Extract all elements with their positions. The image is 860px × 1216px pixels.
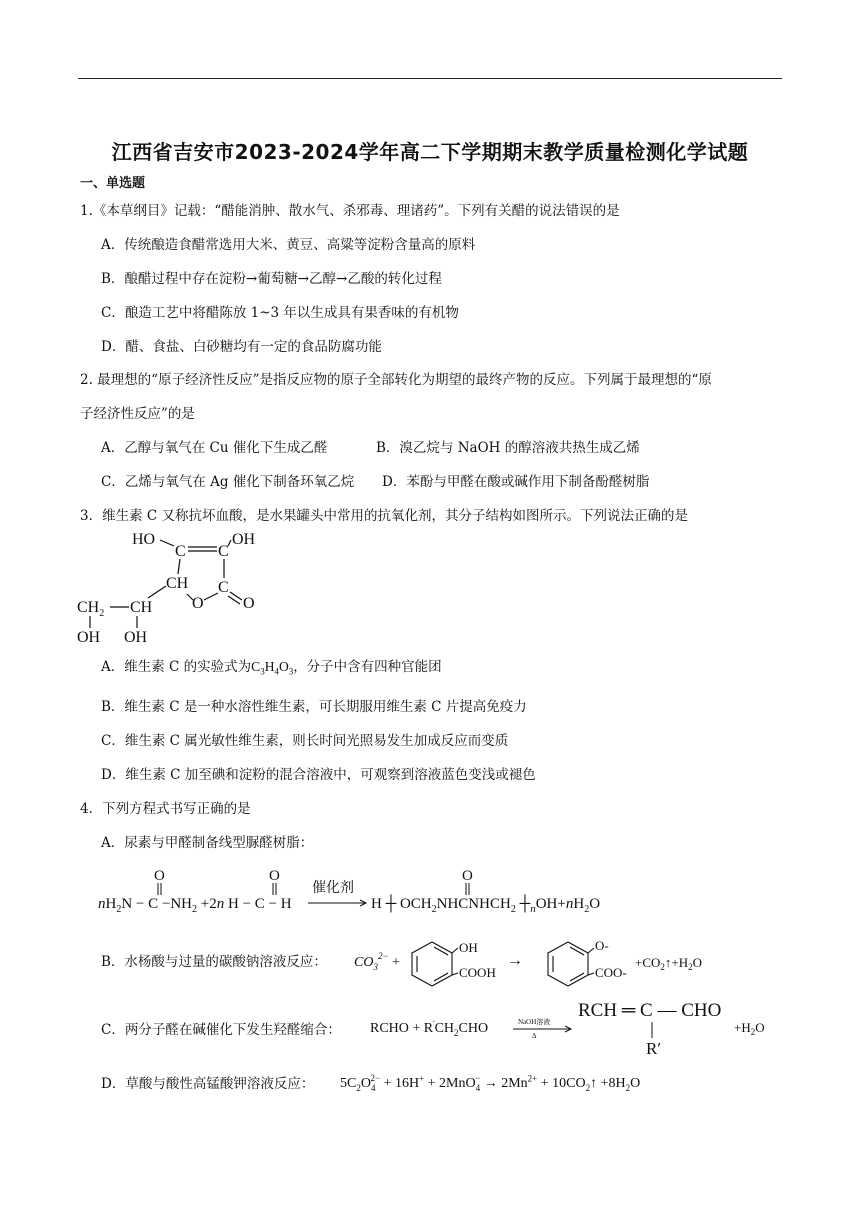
struct-c1: C bbox=[175, 543, 186, 560]
eq-c-product: RCH ═ C — CHO bbox=[578, 1000, 722, 1021]
q3-option-c: C．维生素 C 属光敏性维生素，则长时间光照易发生加成反应而变质 bbox=[101, 733, 509, 749]
q1-option-c: C．酿造工艺中将醋陈放 1~3 年以生成具有果香味的有机物 bbox=[101, 305, 459, 321]
eq-b-benzene-ring-2 bbox=[548, 942, 594, 986]
q3-option-a-pre: A．维生素 C 的实验式为 bbox=[101, 659, 252, 675]
eq-b-arrow: → bbox=[507, 952, 523, 969]
eq-a-carbonyl-o1: O bbox=[154, 868, 165, 884]
eq-b-o-minus: O- bbox=[595, 938, 609, 953]
q4-option-d-pre: D．草酸与酸性高锰酸钾溶液反应： bbox=[101, 1076, 315, 1092]
section-heading: 一、单选题 bbox=[80, 176, 146, 191]
q1-option-d: D．醋、食盐、白砂糖均有一定的食品防腐功能 bbox=[101, 339, 382, 355]
eq-b-coo-minus: COO- bbox=[595, 965, 627, 980]
svg-text:H ┼ OCH2NHCNHCH2 ┼nOH+nH2O: H ┼ $OCH_2NHCNHCH_2$ $┼_nOH+nH_2O$ bbox=[371, 896, 601, 915]
q4-option-a: A．尿素与甲醛制备线型脲醛树脂： bbox=[101, 835, 314, 851]
q4-stem: 4．下列方程式书写正确的是 bbox=[80, 801, 251, 817]
q2-stem-line2: 子经济性反应”的是 bbox=[80, 406, 195, 422]
eq-b-carbonate: $CO_3^{2-}$ + bbox=[354, 951, 400, 972]
q1-option-a: A．传统酿造食醋常选用大米、黄豆、高粱等淀粉含量高的原料 bbox=[101, 237, 476, 253]
eq-a-carbonyl-o2: O bbox=[269, 868, 280, 884]
struct-ch2: $CH_2$ bbox=[77, 599, 105, 619]
eq-b-oh: OH bbox=[459, 940, 478, 955]
eq-a-carbonyl-o3: O bbox=[462, 868, 473, 884]
struct-c2: C bbox=[218, 543, 229, 560]
q3-option-a bbox=[101, 658, 442, 676]
q1-option-b: B．酿醋过程中存在淀粉→葡萄糖→乙醇→乙酸的转化过程 bbox=[101, 271, 442, 287]
q2-option-b: B．溴乙烷与 NaOH 的醇溶液共热生成乙烯 bbox=[376, 440, 640, 456]
eq-c-cond-top: NaOH溶液 bbox=[518, 1018, 551, 1026]
q1-stem: 1.《本草纲目》记载：“醋能消肿、散水气、杀邪毒、理诸药”。下列有关醋的说法错误的是 bbox=[80, 203, 620, 219]
q3-option-b: B．维生素 C 是一种水溶性维生素，可长期服用维生素 C 片提高免疫力 bbox=[101, 699, 527, 715]
q2-option-d: D．苯酚与甲醛在酸或碱作用下制备酚醛树脂 bbox=[382, 474, 650, 490]
q2-option-c: C．乙烯与氧气在 Ag 催化下制备环氧乙烷 bbox=[101, 474, 355, 490]
q4-option-b-pre: B．水杨酸与过量的碳酸钠溶液反应： bbox=[101, 954, 327, 970]
eq-a-catalyst: 催化剂 bbox=[312, 881, 354, 896]
q3-option-d: D．维生素 C 加至碘和淀粉的混合溶液中，可观察到溶液蓝色变浅或褪色 bbox=[101, 767, 536, 783]
struct-oh: OH bbox=[232, 531, 256, 548]
struct-ring-o: O bbox=[192, 595, 204, 612]
vitamin-c-structure bbox=[72, 526, 272, 648]
struct-ho: HO bbox=[132, 531, 156, 548]
q3-option-a-formula: $C_3H_4O_3$ bbox=[251, 659, 294, 677]
eq-c-reactants: RCHO + $R'CH_2CHO$ bbox=[370, 1019, 489, 1038]
svg-text:nH2N − C −NH2 +2n H − C − H: $nH_2N - C -NH_2 +2n$ H − C − H bbox=[98, 896, 292, 915]
struct-oh-a: OH bbox=[77, 629, 101, 646]
struct-carbonyl-o: O bbox=[243, 595, 255, 612]
eq-c-tail: $+H_2O$ bbox=[734, 1020, 765, 1037]
eq-b-cooh: COOH bbox=[459, 965, 496, 980]
struct-oh-b: OH bbox=[124, 629, 148, 646]
eq-b-tail: $+CO_2↑+H_2O$ bbox=[635, 955, 703, 972]
q2-stem-line1: 2. 最理想的“原子经济性反应”是指反应物的原子全部转化为期望的最终产物的反应。下列属于最理想的“原 bbox=[80, 372, 712, 388]
struct-ch: CH bbox=[166, 575, 189, 592]
page-title: 江西省吉安市2023-2024学年高二下学期期末教学质量检测化学试题 bbox=[111, 140, 749, 164]
q4-option-d-equation: $5C_2O_4^{2-} + 16H^+ + 2MnO_4^- \to 2Mn^{2+}$ + $10CO_2↑ +8H_2O$ bbox=[340, 1073, 641, 1093]
q4-a-equation bbox=[96, 864, 626, 920]
eq-b-benzene-ring-1 bbox=[412, 942, 458, 986]
q4-option-c-pre: C．两分子醛在碱催化下发生羟醛缩合： bbox=[101, 1022, 341, 1038]
struct-c3: C bbox=[218, 579, 229, 596]
eq-c-r-prime: R′ bbox=[646, 1039, 662, 1058]
q2-option-a: A．乙醇与氧气在 Cu 催化下生成乙醛 bbox=[101, 440, 328, 456]
q4-b-equation bbox=[352, 932, 752, 992]
q3-stem: 3．维生素 C 又称抗坏血酸，是水果罐头中常用的抗氧化剂，其分子结构如图所示。下列说法正确的是 bbox=[80, 508, 688, 524]
eq-c-cond-bottom: Δ bbox=[532, 1032, 537, 1040]
q4-c-equation bbox=[366, 994, 786, 1064]
struct-ch-side: CH bbox=[130, 599, 153, 616]
header-rule bbox=[78, 78, 782, 79]
q3-option-a-post: ，分子中含有四种官能团 bbox=[293, 659, 442, 675]
